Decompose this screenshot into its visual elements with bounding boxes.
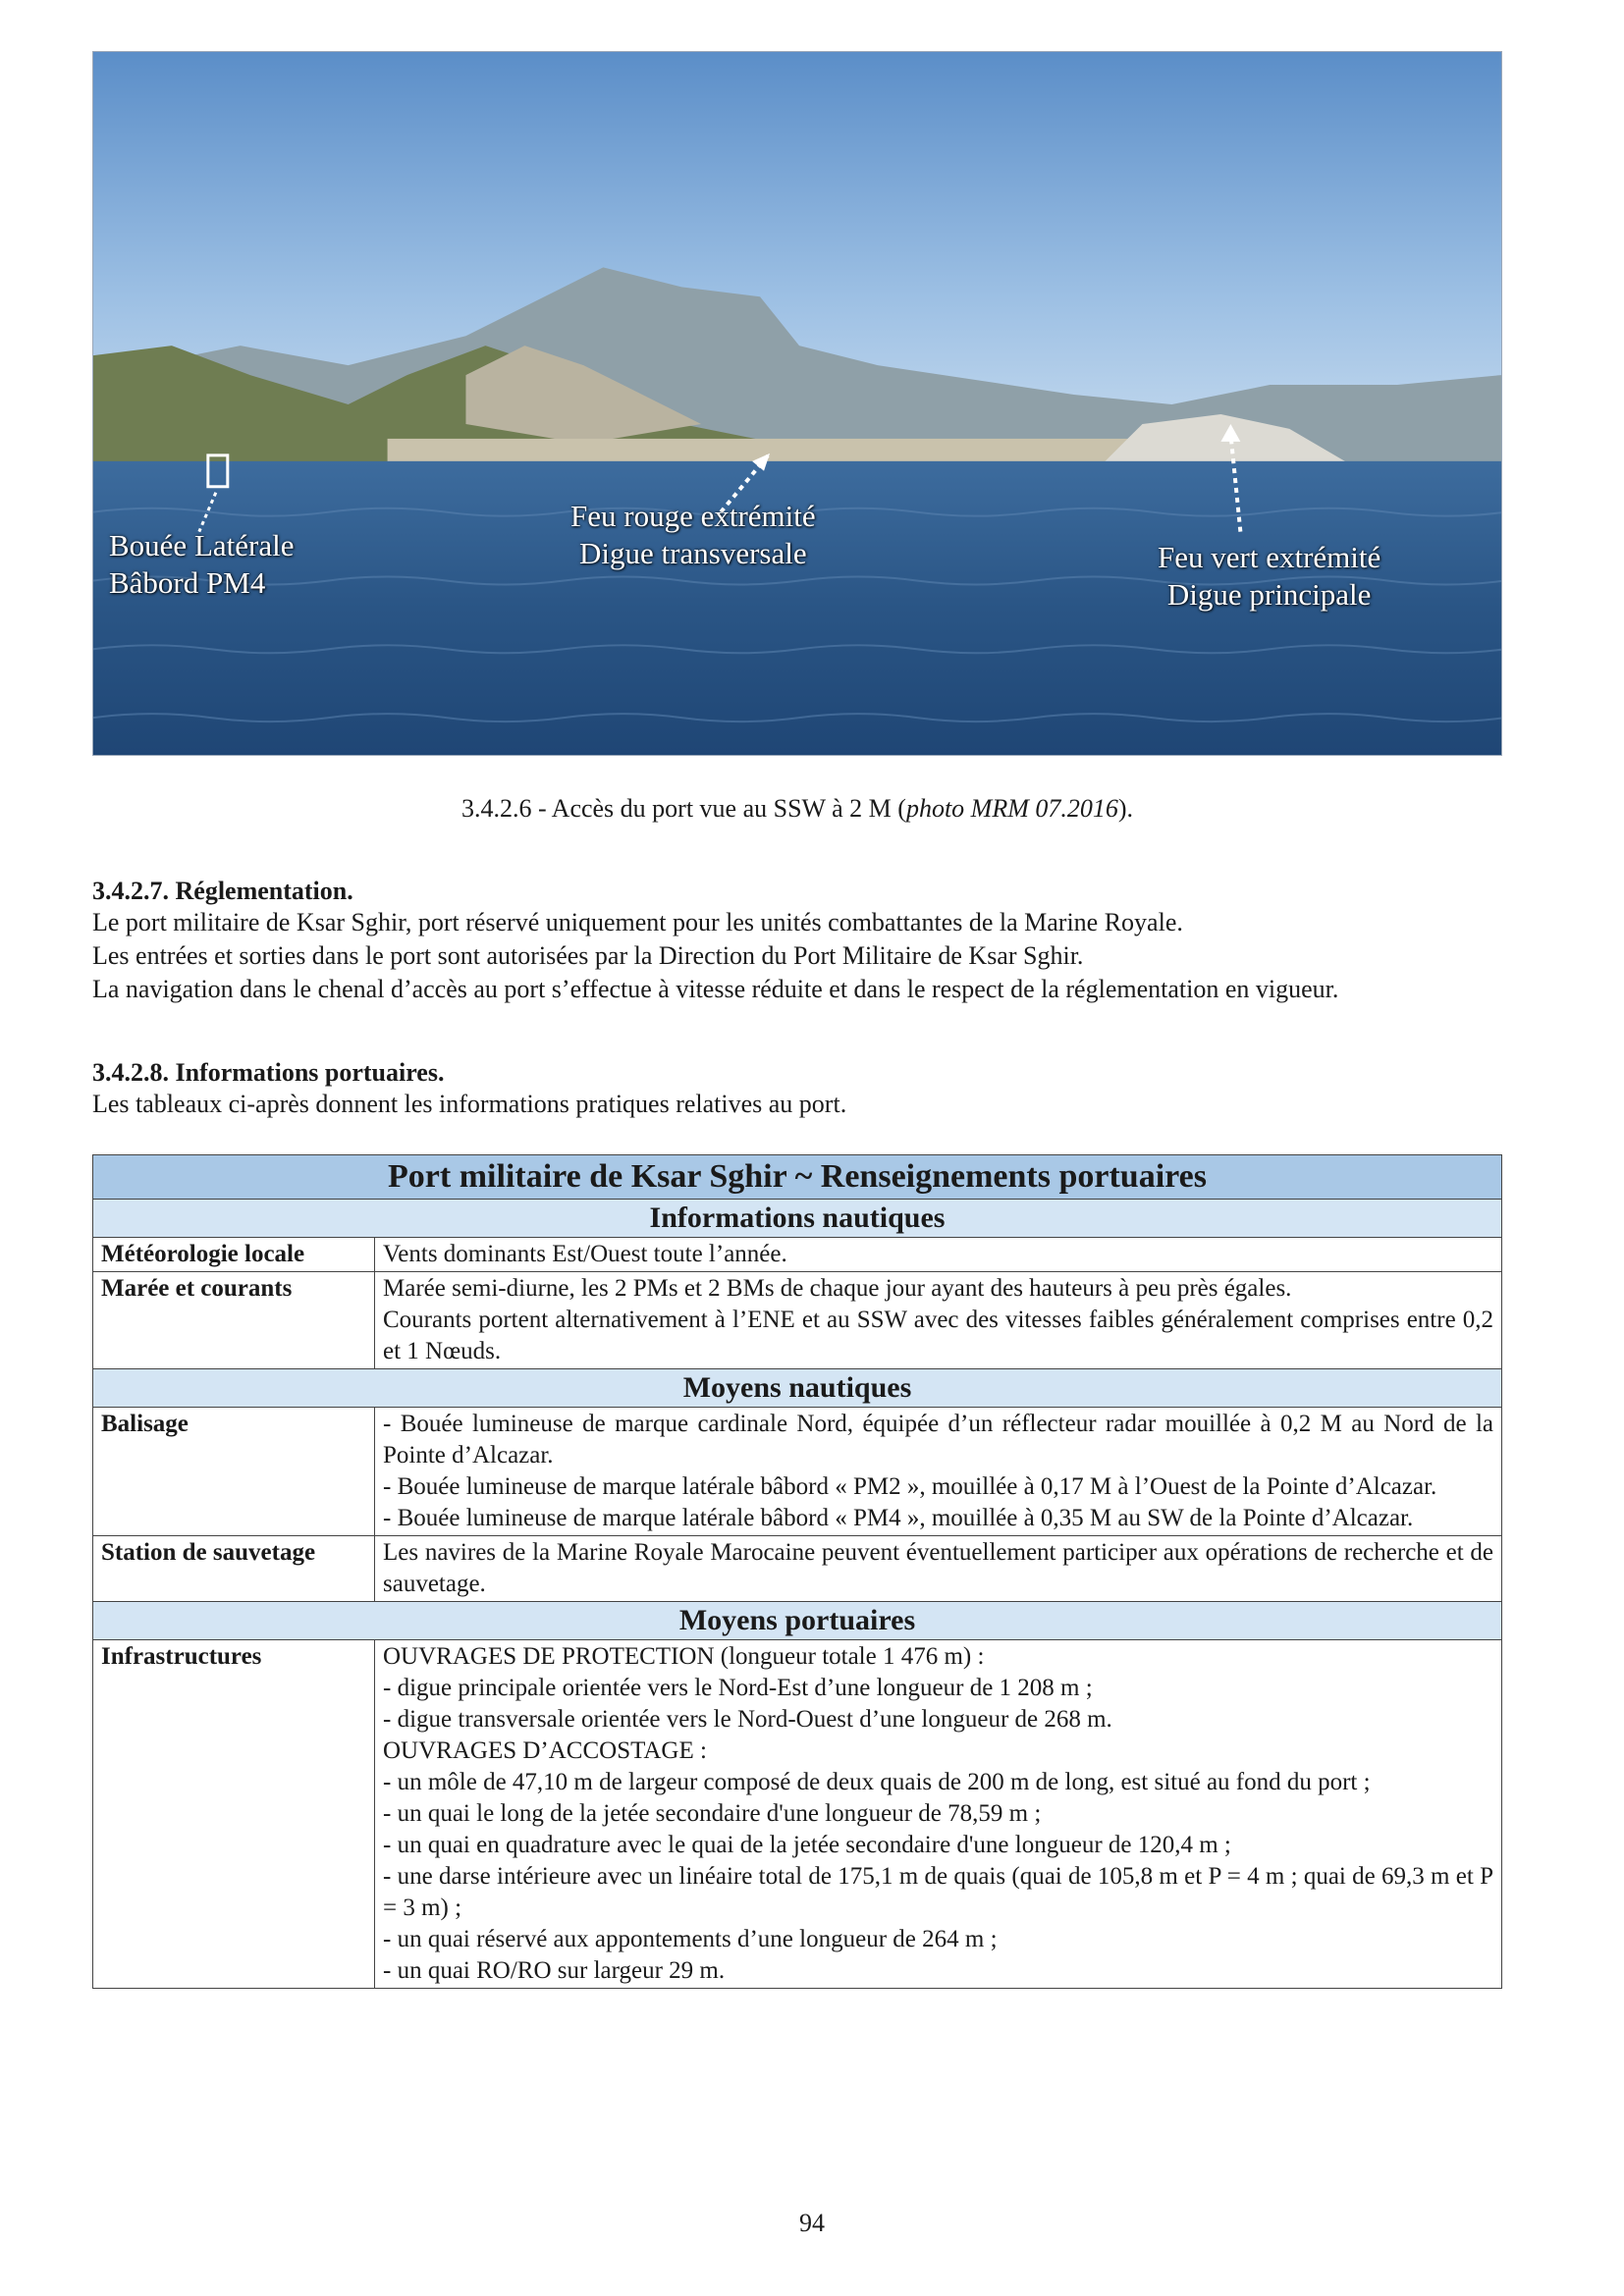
red-light-annotation — [570, 498, 816, 572]
value-line: - Bouée lumineuse de marque latérale bâbord « PM2 », mouillée à 0,17 M à l’Ouest de la Pointe d’Alcazar. — [383, 1473, 1437, 1500]
row-label-infrastructures: Infrastructures — [93, 1640, 375, 1989]
value-line: Marée semi-diurne, les 2 PMs et 2 BMs de chaque jour ayant des hauteurs à peu près égales. — [383, 1275, 1292, 1302]
row-value-meteorologie — [375, 1238, 1502, 1272]
row-label-meteorologie: Météorologie locale — [93, 1238, 375, 1272]
section-heading-moyens-portuaires: Moyens portuaires — [93, 1602, 1502, 1640]
section-heading-moyens-nautiques: Moyens nautiques — [93, 1369, 1502, 1408]
red-light-label-line2: Digue transversale — [579, 536, 807, 570]
value-line: OUVRAGES DE PROTECTION (longueur totale 1 476 m) : — [383, 1643, 985, 1670]
port-access-photo — [92, 51, 1502, 756]
value-line: - digue principale orientée vers le Nord-Est d’une longueur de 1 208 m ; — [383, 1675, 1093, 1701]
table-row — [93, 1272, 1502, 1369]
row-label-balisage: Balisage — [93, 1408, 375, 1536]
table-title: Port militaire de Ksar Sghir ~ Renseignements portuaires — [93, 1155, 1502, 1200]
buoy-annotation — [109, 527, 294, 602]
value-line: Les navires de la Marine Royale Marocaine peuvent éventuellement participer aux opérations de recherche et de sauvetage. — [383, 1539, 1493, 1597]
table-row — [93, 1408, 1502, 1536]
caption-source: photo MRM 07.2016 — [905, 794, 1118, 823]
value-line: - un quai RO/RO sur largeur 29 m. — [383, 1957, 726, 1984]
green-light-label-line1: Feu vert extrémité — [1158, 540, 1381, 574]
beach — [388, 439, 1172, 463]
value-line: - un quai en quadrature avec le quai de la jetée secondaire d'une longueur de 120,4 m ; — [383, 1832, 1231, 1858]
value-line: - Bouée lumineuse de marque latérale bâbord « PM4 », mouillée à 0,35 M au SW de la Pointe d’Alcazar. — [383, 1505, 1414, 1531]
row-value-maree — [375, 1272, 1502, 1369]
buoy-label-line2: Bâbord PM4 — [109, 565, 266, 600]
value-line: Vents dominants Est/Ouest toute l’année. — [383, 1241, 787, 1267]
value-line: - un môle de 47,10 m de largeur composé de deux quais de 200 m de long, est situé au fond du port ; — [383, 1769, 1371, 1795]
informations-text: Les tableaux ci-après donnent les informations pratiques relatives au port. — [92, 1090, 847, 1118]
section-title-informations: 3.4.2.8. Informations portuaires. — [92, 1058, 445, 1087]
table-row — [93, 1238, 1502, 1272]
green-light-annotation — [1158, 539, 1380, 614]
table-row — [93, 1640, 1502, 1989]
buoy-label-line1: Bouée Latérale — [109, 528, 295, 562]
port-info-table — [92, 1154, 1502, 1989]
section-heading-row — [93, 1200, 1502, 1238]
reglementation-line: Le port militaire de Ksar Sghir, port réservé uniquement pour les unités combattantes de la Marine Royale. — [92, 908, 1183, 936]
section-heading-row — [93, 1602, 1502, 1640]
section-title-reglementation: 3.4.2.7. Réglementation. — [92, 877, 353, 905]
table-title-row — [93, 1155, 1502, 1200]
value-line: Courants portent alternativement à l’ENE et au SSW avec des vitesses faibles généralement comprises entre 0,2 et 1 Nœuds. — [383, 1307, 1493, 1364]
green-light-label-line2: Digue principale — [1166, 577, 1372, 612]
reglementation-line: Les entrées et sorties dans le port sont autorisées par la Direction du Port Militaire de Ksar Sghir. — [92, 941, 1084, 970]
red-light-label-line1: Feu rouge extrémité — [570, 499, 816, 533]
row-value-infrastructures — [375, 1640, 1502, 1989]
value-line: - une darse intérieure avec un linéaire total de 175,1 m de quais (quai de 105,8 m et P = 4 m ; quai de 69,3 m et P = 3 m) ; — [383, 1863, 1493, 1921]
reglementation-text — [92, 906, 1502, 1006]
photo-illustration — [93, 52, 1501, 755]
row-label-sauvetage: Station de sauvetage — [93, 1536, 375, 1602]
row-label-maree: Marée et courants — [93, 1272, 375, 1369]
value-line: - digue transversale orientée vers le Nord-Ouest d’une longueur de 268 m. — [383, 1706, 1112, 1733]
page-number: 94 — [799, 2209, 825, 2237]
value-line: - Bouée lumineuse de marque cardinale Nord, équipée d’un réflecteur radar mouillée à 0,2 M au Nord de la Pointe d’Alcazar. — [383, 1411, 1493, 1468]
table-row — [93, 1536, 1502, 1602]
photo-caption — [92, 793, 1502, 825]
row-value-balisage — [375, 1408, 1502, 1536]
caption-suffix: ). — [1117, 794, 1134, 823]
value-line: - un quai le long de la jetée secondaire d'une longueur de 78,59 m ; — [383, 1800, 1042, 1827]
section-heading-row — [93, 1369, 1502, 1408]
reglementation-line: La navigation dans le chenal d’accès au port s’effectue à vitesse réduite et dans le respect de la réglementation en vigueur. — [92, 975, 1339, 1003]
value-line: - un quai réservé aux appontements d’une longueur de 264 m ; — [383, 1926, 998, 1952]
row-value-sauvetage — [375, 1536, 1502, 1602]
section-heading-informations-nautiques: Informations nautiques — [93, 1200, 1502, 1238]
value-line: OUVRAGES D’ACCOSTAGE : — [383, 1737, 707, 1764]
caption-prefix: 3.4.2.6 - Accès du port vue au SSW à 2 M ( — [460, 794, 906, 823]
